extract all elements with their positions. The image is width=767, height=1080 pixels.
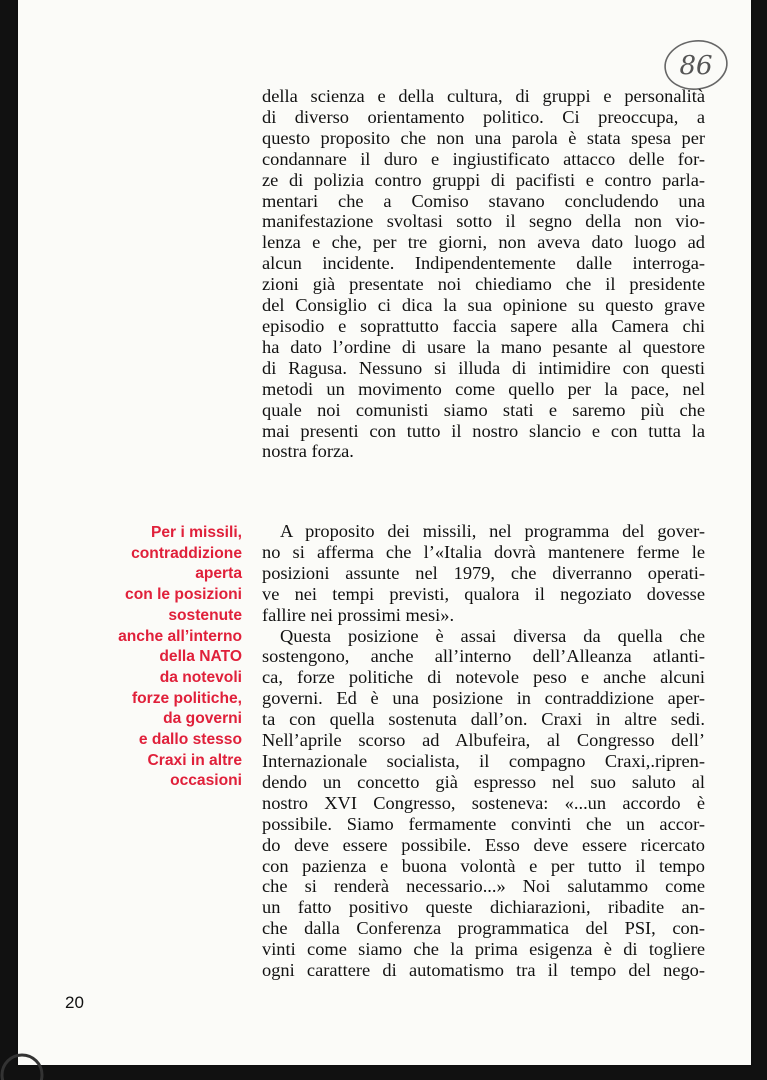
top-text-block xyxy=(262,86,705,462)
text-line: ze di polizia contro gruppi di pacifisti e contro parla- xyxy=(262,169,705,190)
text-line: fallire nei prossimi mesi». xyxy=(262,604,455,625)
text-line: che dalla Conferenza programmatica del PSI, con- xyxy=(262,918,705,939)
margin-note-line: da governi xyxy=(163,710,242,728)
text-line: posizioni assunte nel 1979, che diverranno operati- xyxy=(262,562,705,583)
margin-note-line: Per i missili, xyxy=(150,524,242,541)
text-line: episodio e soprattutto faccia sapere alla Camera chi xyxy=(262,315,705,336)
text-line: possibile. Siamo fermamente convinti che un accor- xyxy=(262,813,705,834)
text-line: ca, forze politiche di notevole peso e anche alcuni xyxy=(262,667,705,688)
handwritten-mark-text: 86 xyxy=(679,51,713,81)
text-line: vinti come siamo che la prima esigenza è di togliere xyxy=(262,939,705,960)
page-number: 20 xyxy=(65,993,84,1012)
text-line: Internazionale socialista, il compagno Craxi,.ripren- xyxy=(262,750,705,771)
text-line: Questa posizione è assai diversa da quella che xyxy=(280,625,705,646)
text-line: ve nei tempi previsti, qualora il negoziato dovesse xyxy=(262,583,705,604)
margin-note-line: da notevoli xyxy=(159,668,242,686)
text-line: ogni carattere di automatismo tra il tempo del nego- xyxy=(262,960,705,981)
text-line: lenza e che, per tre giorni, non aveva dato luogo ad xyxy=(262,232,705,253)
margin-note-line: forze politiche, xyxy=(131,689,242,707)
margin-note xyxy=(78,523,242,792)
text-line: quale noi comunisti siamo stati e saremo più che xyxy=(262,399,705,420)
text-line: del Consiglio ci dica la sua opinione su questo grave xyxy=(262,295,705,316)
text-line: mai presenti con tutto il nostro slancio e con tutta la xyxy=(262,420,705,441)
text-line: do deve essere possibile. Esso deve essere ricercato xyxy=(262,834,705,855)
text-line: della scienza e della cultura, di gruppi e personalità xyxy=(262,86,705,106)
text-line: di diverso orientamento politico. Ci preoccupa, a xyxy=(262,106,705,127)
text-line: governi. Ed è una posizione in contraddizione aper- xyxy=(262,688,705,709)
margin-note-line: occasioni xyxy=(170,772,242,790)
text-line: alcun incidente. Indipendentemente dalle interroga- xyxy=(262,253,705,274)
text-line: nostra forza. xyxy=(262,441,354,462)
document-page xyxy=(18,0,751,1065)
text-line: manifestazione svoltasi sotto il segno della non vio- xyxy=(262,211,705,232)
text-line: dendo un concetto già espresso nel suo saluto al xyxy=(262,771,705,792)
scan-edge-mark xyxy=(0,1035,60,1080)
margin-note-line: con le posizioni xyxy=(125,586,242,604)
text-line: A proposito dei missili, nel programma del gover- xyxy=(280,521,705,541)
handwritten-page-number-mark xyxy=(658,34,730,94)
margin-note-line: e dallo stesso xyxy=(138,731,242,749)
text-line: nostro XVI Congresso, sosteneva: «...un accordo è xyxy=(262,792,705,813)
text-line: che si renderà necessario...» Noi salutammo come xyxy=(262,876,705,897)
text-line: ta con quella sostenuta dall’on. Craxi in altre sedi. xyxy=(262,709,705,730)
text-line: no si afferma che l’«Italia dovrà mantenere ferme le xyxy=(262,541,705,562)
text-line: zioni già presentate noi chiediamo che il presidente xyxy=(262,274,705,295)
text-line: con pazienza e buona volontà e per tutto il tempo xyxy=(262,855,705,876)
margin-note-line: sostenute xyxy=(168,606,242,624)
text-line: un fatto positivo queste dichiarazioni, ribadite an- xyxy=(262,897,705,918)
text-line: ha dato l’ordine di usare la mano pesante al questore xyxy=(262,336,705,357)
text-line: condannare il duro e ingiustificato attacco delle for- xyxy=(262,148,705,169)
margin-note-line: anche all’interno xyxy=(118,627,242,645)
text-line: sostengono, anche all’interno dell’Alleanza atlanti- xyxy=(262,646,705,667)
text-line: questo proposito che non una parola è stata spesa per xyxy=(262,127,705,148)
text-line: Nell’aprile scorso ad Albufeira, al Congresso dell’ xyxy=(262,730,705,751)
margin-note-line: Craxi in altre xyxy=(147,751,242,769)
text-line: metodi un movimento come quello per la pace, nel xyxy=(262,378,705,399)
text-line: di Ragusa. Nessuno si illuda di intimidire con questi xyxy=(262,357,705,378)
margin-note-line: aperta xyxy=(195,565,242,583)
margin-note-line: contraddizione xyxy=(131,544,242,562)
bottom-text-block xyxy=(262,521,705,981)
margin-note-line: della NATO xyxy=(159,648,242,666)
text-line: mentari che a Comiso stavano concludendo una xyxy=(262,190,705,211)
